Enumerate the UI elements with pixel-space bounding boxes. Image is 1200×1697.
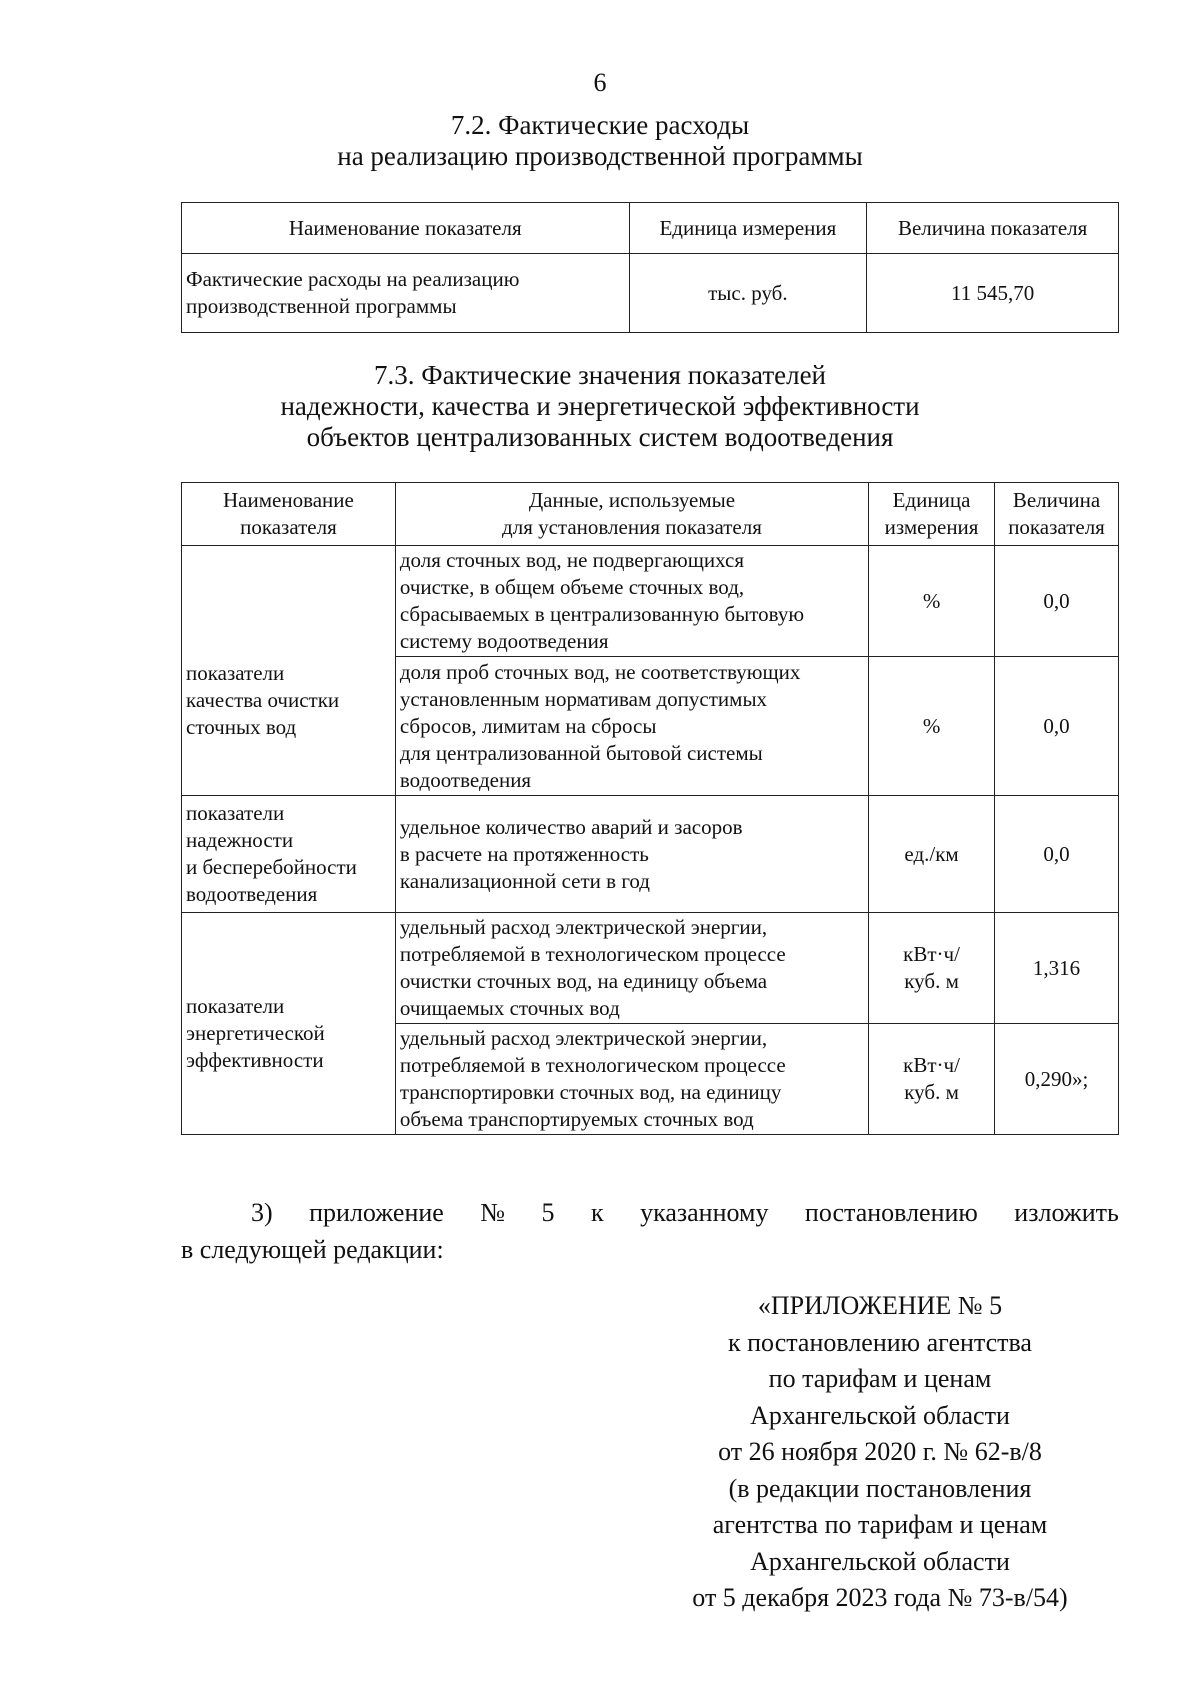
cell-line: очистке, в общем объеме сточных вод, [399, 575, 745, 599]
header-indicator-name [182, 483, 396, 546]
value-cell: 0,0 [995, 657, 1119, 796]
cell-line: потребляемой в технологическом процессе [399, 942, 786, 966]
cell-line: сбрасываемых в централизованную бытовую [399, 602, 805, 626]
cell-line: сточных вод [186, 715, 297, 739]
header-line: Единица [892, 488, 971, 512]
table-header-row [182, 483, 1119, 546]
header-value: Величина показателя [867, 203, 1119, 254]
section-7-2-title [0, 110, 1200, 172]
section-7-3-title [0, 360, 1200, 453]
header-line: показателя [1008, 515, 1105, 539]
cell-line: качества очистки [186, 688, 340, 712]
cell-line: удельный расход электрической энергии, [399, 915, 768, 939]
appendix-line: Архангельской области [750, 1546, 1010, 1576]
data-cell [395, 796, 868, 913]
header-data [395, 483, 868, 546]
cell-line: кВт·ч/ [903, 942, 960, 966]
header-indicator-name: Наименование показателя [182, 203, 630, 254]
data-cell [395, 657, 868, 796]
cell-line: удельное количество аварий и засоров [399, 814, 743, 839]
indicators-table [181, 482, 1119, 1135]
cell-line: систему водоотведения [399, 629, 609, 653]
cell-line: энергетической [186, 1021, 325, 1045]
paragraph-word: № [480, 1198, 506, 1227]
value-cell: 1,316 [995, 913, 1119, 1024]
paragraph-word: постановлению [804, 1198, 978, 1227]
cell-line: сбросов, лимитам на сбросы [399, 713, 657, 738]
table-row [182, 913, 1119, 1024]
unit-cell: ед./км [869, 796, 995, 913]
cell-line: объема транспортируемых сточных вод [399, 1107, 754, 1131]
cell-line: производственной программы [186, 294, 457, 318]
paragraph-line: в следующей редакции: [181, 1235, 444, 1264]
cell-line: потребляемой в технологическом процессе [399, 1053, 786, 1077]
value-cell: 0,0 [995, 546, 1119, 657]
header-line: показателя [240, 515, 337, 539]
cell-line: доля проб сточных вод, не соответствующих [399, 659, 801, 684]
header-line: Наименование [223, 488, 354, 512]
group-energy-name [182, 913, 396, 1135]
amendment-paragraph [181, 1194, 1119, 1268]
unit-cell [869, 913, 995, 1024]
table-row [182, 254, 1119, 333]
cell-line: показатели [186, 994, 285, 1018]
cell-line: эффективности [186, 1048, 324, 1072]
table-row [182, 546, 1119, 657]
header-line: Данные, используемые [528, 488, 736, 512]
table-header-row [182, 203, 1119, 254]
data-cell [395, 913, 868, 1024]
data-cell [395, 1024, 868, 1135]
data-cell [395, 546, 868, 657]
paragraph-word: приложение [309, 1198, 444, 1227]
paragraph-word: изложить [1014, 1198, 1119, 1227]
cell-line: для централизованной бытовой системы [399, 740, 763, 765]
section-7-2-title-line: 7.2. Фактические расходы [450, 110, 750, 140]
cell-line: транспортировки сточных вод, на единицу [399, 1080, 782, 1104]
group-quality-name [182, 546, 396, 796]
header-value [995, 483, 1119, 546]
table-row [182, 796, 1119, 913]
cell-line: показатели [186, 661, 285, 685]
cell-line: удельный расход электрической энергии, [399, 1026, 768, 1050]
section-7-2-title-line: на реализацию производственной программы [337, 141, 863, 171]
expenses-table [181, 202, 1119, 333]
cell-line: куб. м [904, 969, 959, 993]
page-number: 6 [593, 68, 607, 97]
paragraph-word: 5 [541, 1198, 555, 1227]
header-unit [869, 483, 995, 546]
cell-line: установленным нормативам допустимых [399, 686, 768, 711]
unit-cell: % [869, 546, 995, 657]
appendix-line: к постановлению агентства [728, 1327, 1032, 1357]
cell-line: в расчете на протяженность [399, 841, 649, 866]
expense-unit-cell: тыс. руб. [629, 254, 867, 333]
value-cell: 0,290»; [995, 1024, 1119, 1135]
section-7-3-title-line: 7.3. Фактические значения показателей [373, 360, 827, 390]
cell-line: кВт·ч/ [903, 1053, 960, 1077]
section-7-3-title-line: объектов централизованных систем водоотведения [306, 422, 894, 452]
paragraph-line [181, 1194, 1119, 1231]
group-reliability-name [182, 796, 396, 913]
header-line: измерения [884, 515, 979, 539]
cell-line: куб. м [904, 1080, 959, 1104]
cell-line: водоотведения [186, 882, 318, 906]
appendix-line: «ПРИЛОЖЕНИЕ № 5 [757, 1291, 1003, 1320]
header-unit: Единица измерения [629, 203, 867, 254]
paragraph-word: 3) [251, 1198, 273, 1227]
paragraph-word: указанному [640, 1198, 769, 1227]
expense-name-cell [182, 254, 630, 333]
cell-line: и бесперебойности [186, 855, 357, 879]
value-cell: 0,0 [995, 796, 1119, 913]
appendix-line: по тарифам и ценам [768, 1364, 992, 1393]
appendix-line: Архангельской области [750, 1400, 1010, 1430]
cell-line: Фактические расходы на реализацию [186, 267, 520, 291]
expense-value-cell: 11 545,70 [867, 254, 1119, 333]
section-7-3-title-line: надежности, качества и энергетической эффективности [280, 391, 920, 421]
cell-line: доля сточных вод, не подвергающихся [399, 548, 744, 572]
cell-line: водоотведения [399, 767, 532, 792]
cell-line: надежности [186, 828, 294, 852]
appendix-header [640, 1288, 1120, 1617]
appendix-line: (в редакции постановления [728, 1473, 1032, 1503]
unit-cell [869, 1024, 995, 1135]
cell-line: очищаемых сточных вод [399, 996, 620, 1020]
unit-cell: % [869, 657, 995, 796]
appendix-line: от 5 декабря 2023 года № 73-в/54) [692, 1583, 1068, 1612]
appendix-line: от 26 ноября 2020 г. № 62-в/8 [718, 1437, 1042, 1466]
paragraph-word: к [590, 1198, 604, 1227]
cell-line: очистки сточных вод, на единицу объема [399, 969, 768, 993]
appendix-line: агентства по тарифам и ценам [712, 1510, 1048, 1539]
header-line: Величина [1012, 488, 1101, 512]
cell-line: канализационной сети в год [399, 868, 650, 893]
cell-line: показатели [186, 801, 285, 825]
header-line: для установления показателя [502, 515, 762, 539]
